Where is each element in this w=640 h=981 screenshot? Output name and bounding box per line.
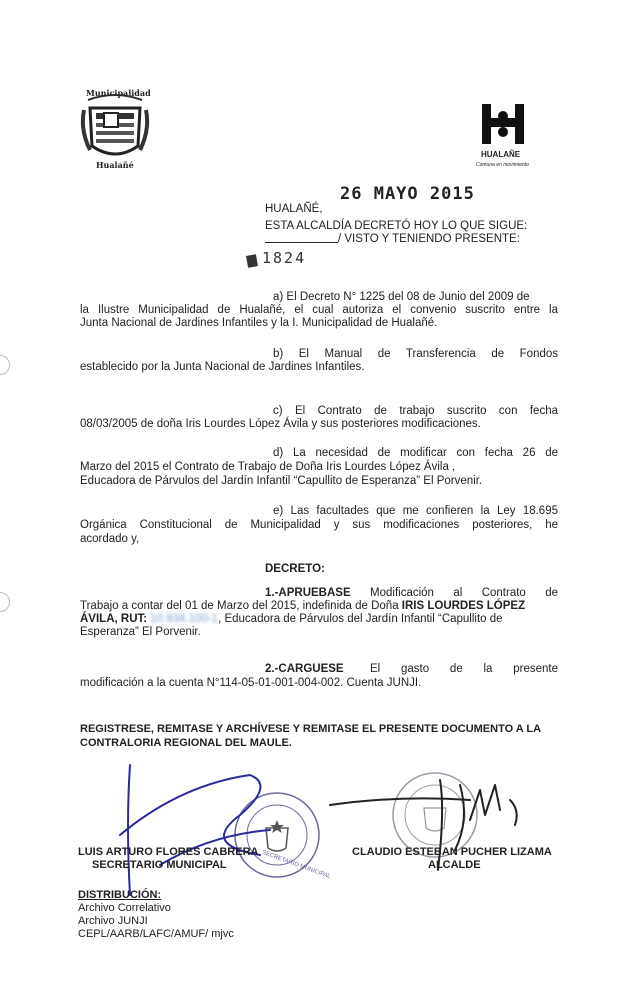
stamp-mark (246, 254, 258, 268)
brand-name: HUALAÑE (481, 150, 521, 159)
article-1-name: IRIS LOURDES LÓPEZ (401, 600, 526, 612)
article-1-rut-label: ÁVILA, RUT: (80, 613, 151, 625)
punch-hole-top (0, 355, 10, 375)
article-2-text: El gasto de la presente (370, 663, 558, 675)
distribution-item-1: Archivo Correlativo (78, 902, 171, 914)
hualane-brand-logo (478, 100, 528, 148)
date-stamp: 26 MAYO 2015 (340, 184, 475, 204)
distribution-item-3: CEPL/AARB/LAFC/AMUF/ mjvc (78, 928, 234, 940)
article-1-line-2 (80, 599, 525, 613)
closing-line-1: REGISTRESE, REMITASE Y ARCHÍVESE Y REMITASE EL PRESENTE DOCUMENTO A LA (80, 723, 542, 735)
considerando-d-1: d) La necesidad de modificar con fecha 26 de (273, 447, 558, 459)
decree-number: 1824 (262, 249, 307, 267)
article-1-text: Modificación al Contrato de (350, 587, 558, 599)
considerando-e-3: acordado y, (80, 533, 140, 545)
considerando-c-2: 08/03/2005 de doña Iris Lourdes López Ávila y sus posteriores modificaciones. (80, 418, 481, 430)
considerando-a-1: a) El Decreto N° 1225 del 08 de Junio del 2009 de (273, 291, 530, 303)
city-line: HUALAÑÉ, (265, 203, 323, 215)
article-1-line-3 (80, 612, 503, 626)
article-1-line-4: Esperanza” El Porvenir. (80, 626, 201, 638)
article-1-label: 1.-APRUEBASE (265, 587, 351, 599)
considerando-c-1: c) El Contrato de trabajo suscrito con fecha (273, 405, 558, 417)
brand-tagline: Comuna en movimiento (476, 162, 529, 168)
considerando-e-1: e) Las facultades que me confieren la Ley 18.695 (273, 505, 558, 517)
considerando-b-1: b) El Manual de Transferencia de Fondos (273, 348, 558, 360)
article-2-line-2: modificación a la cuenta N°114-05-01-001-004-002. Cuenta JUNJI. (80, 677, 422, 689)
secretary-title: SECRETARIO MUNICIPAL (92, 859, 227, 871)
article-1-rut: 10.934.100-1 (150, 613, 219, 625)
secretary-signature (100, 745, 300, 905)
distribution-item-2: Archivo JUNJI (78, 915, 148, 927)
coat-top-text: Municipalidad (86, 88, 151, 98)
decreto-heading: DECRETO: (265, 563, 325, 575)
secretary-name: LUIS ARTURO FLORES CABRERA (78, 846, 259, 858)
intro-line: ESTA ALCALDÍA DECRETÓ HOY LO QUE SIGUE: (265, 220, 528, 232)
article-1-text-2: Trabajo a contar del 01 de Marzo del 2015, indefinida de Doña (80, 600, 402, 612)
mayor-title: ALCALDE (428, 859, 481, 871)
article-2-label: 2.-CARGUESE (265, 663, 344, 675)
considerando-a-3: Junta Nacional de Jardines Infantiles y la I. Municipalidad de Hualañé. (80, 317, 438, 329)
considerando-e-2: Orgánica Constitucional de Municipalidad y sus modificaciones posteriores, he (80, 519, 558, 531)
coat-bottom-text: Hualañé (96, 160, 134, 170)
visto-line: / VISTO Y TENIENDO PRESENTE: (338, 233, 520, 245)
distribution-heading: DISTRIBUCIÓN: (78, 889, 162, 901)
punch-hole-bottom (0, 592, 10, 612)
article-1-text-3: , Educadora de Párvulos del Jardín Infantil “Capullito de (218, 613, 503, 625)
considerando-a-2: la Ilustre Municipalidad de Hualañé, el cual autoriza el convenio suscrito entre la (80, 304, 558, 316)
mayor-name: CLAUDIO ESTEBAN PUCHER LIZAMA (352, 846, 552, 858)
decree-number-blank (265, 242, 338, 243)
considerando-d-3: Educadora de Párvulos del Jardín Infantil “Capullito de Esperanza” El Porvenir. (80, 475, 483, 487)
considerando-b-2: establecido por la Junta Nacional de Jardines Infantiles. (80, 361, 365, 373)
article-1-line-1 (265, 586, 558, 600)
closing-line-2: CONTRALORIA REGIONAL DEL MAULE. (80, 737, 292, 749)
seal-text: SECRETARIO MUNICIPAL (261, 849, 332, 881)
considerando-d-2: Marzo del 2015 el Contrato de Trabajo de Doña Iris Lourdes López Ávila , (80, 461, 456, 473)
